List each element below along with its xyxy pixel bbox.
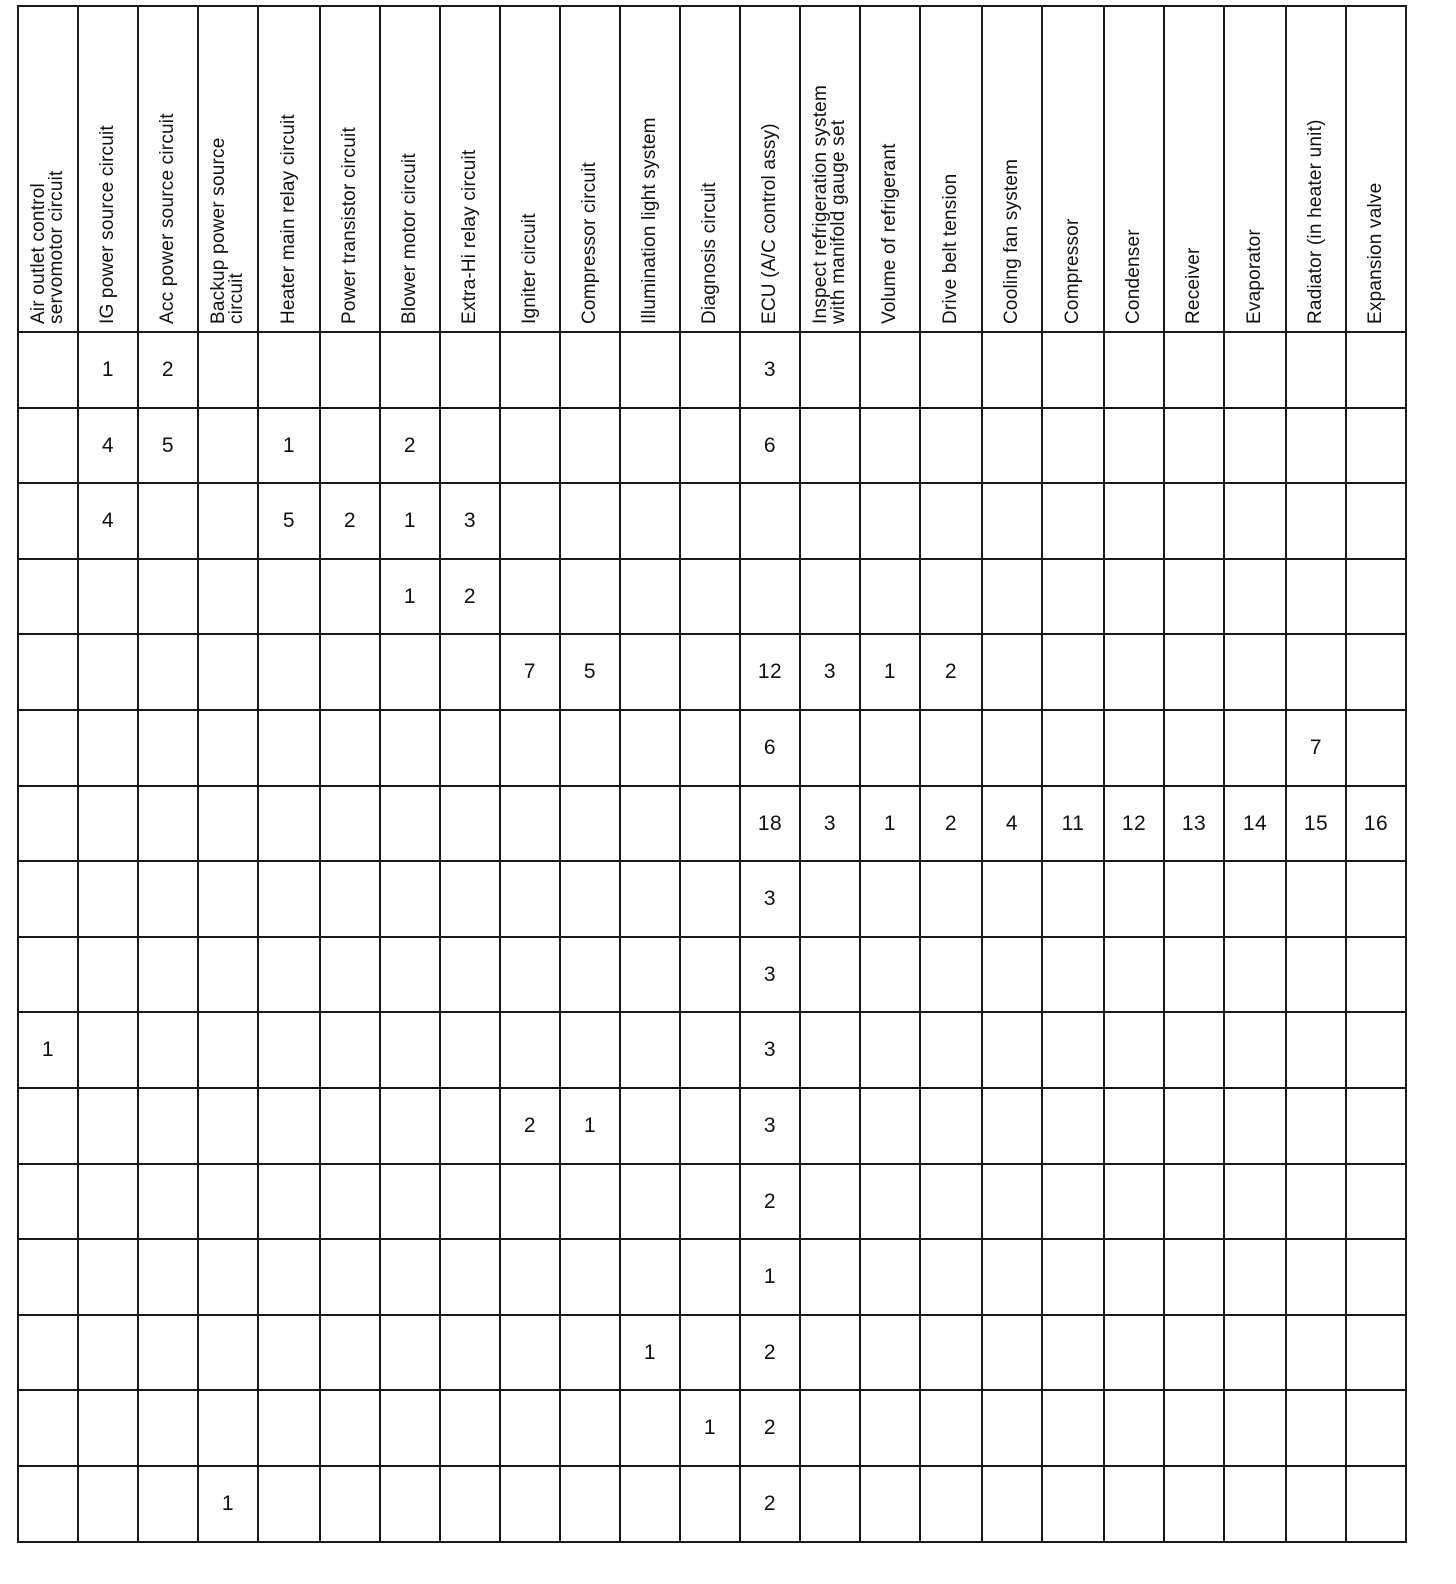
column-header-label: Radiator (in heater unit) xyxy=(1305,119,1326,324)
table-cell-value: 1 xyxy=(763,1265,777,1288)
table-cell-value: 4 xyxy=(101,433,115,457)
column-header xyxy=(258,6,320,332)
table-cell-value: 1 xyxy=(101,358,115,381)
column-header-label: Heater main relay circuit xyxy=(278,114,299,324)
column-header xyxy=(982,6,1042,332)
table-horizontal-rule xyxy=(17,709,1407,711)
column-header xyxy=(680,6,740,332)
column-header-label: Illumination light system xyxy=(639,117,660,324)
table-horizontal-rule xyxy=(17,558,1407,560)
column-header xyxy=(1286,6,1346,332)
column-header xyxy=(800,6,860,332)
table-cell-value: 5 xyxy=(161,433,175,457)
table-cell-value: 13 xyxy=(1181,811,1207,835)
column-header-label: Expansion valve xyxy=(1365,182,1386,324)
table-horizontal-rule xyxy=(17,633,1407,635)
table-cell-value: 2 xyxy=(763,1340,777,1364)
column-header-label: Backup power source circuit xyxy=(208,137,247,324)
column-header-label: Power transistor circuit xyxy=(339,127,360,324)
column-header xyxy=(620,6,680,332)
table-cell-value: 2 xyxy=(763,1416,777,1439)
table-horizontal-rule xyxy=(17,407,1407,409)
table-cell-value: 2 xyxy=(944,660,958,683)
table-cell-value: 3 xyxy=(763,358,777,381)
column-header-label: Condenser xyxy=(1123,229,1144,324)
column-header xyxy=(1346,6,1406,332)
table-cell-value: 2 xyxy=(463,584,477,608)
table-horizontal-rule xyxy=(17,1163,1407,1165)
table-cell-value: 3 xyxy=(823,660,837,683)
column-header xyxy=(78,6,138,332)
table-cell-value: 12 xyxy=(757,660,783,683)
column-header xyxy=(1164,6,1224,332)
table-horizontal-rule xyxy=(17,1541,1407,1543)
table-horizontal-rule xyxy=(17,482,1407,484)
table-cell-value: 1 xyxy=(403,509,417,532)
column-header xyxy=(500,6,560,332)
table-cell-value: 4 xyxy=(1005,811,1019,835)
column-header-label: Air outlet control servomotor circuit xyxy=(28,170,67,324)
table-cell-value: 2 xyxy=(763,1492,777,1515)
column-header-label: Compressor circuit xyxy=(579,162,600,324)
table-cell-value: 2 xyxy=(403,433,417,457)
table-cell-value: 3 xyxy=(763,887,777,910)
column-header xyxy=(380,6,440,332)
table-cell-value: 3 xyxy=(463,509,477,532)
table-cell-value: 12 xyxy=(1121,811,1147,835)
table-cell-value: 1 xyxy=(883,811,897,835)
table-cell-value: 4 xyxy=(101,509,115,532)
column-header-label: Cooling fan system xyxy=(1001,158,1022,324)
column-header xyxy=(440,6,500,332)
column-header-label: Inspect refrigeration system with manifold gauge set xyxy=(810,85,849,324)
table-cell-value: 1 xyxy=(403,584,417,608)
table-horizontal-rule xyxy=(17,1011,1407,1013)
column-header-label: Volume of refrigerant xyxy=(879,143,900,324)
table-horizontal-rule xyxy=(17,785,1407,787)
table-horizontal-rule xyxy=(17,860,1407,862)
table-cell-value: 5 xyxy=(583,660,597,683)
column-header xyxy=(18,6,78,332)
table-cell-value: 7 xyxy=(1309,736,1323,759)
column-header xyxy=(198,6,258,332)
table-cell-value: 18 xyxy=(757,811,783,835)
table-cell-value: 3 xyxy=(763,1114,777,1137)
column-header xyxy=(920,6,982,332)
column-header xyxy=(740,6,800,332)
column-header xyxy=(1104,6,1164,332)
column-header-label: Compressor xyxy=(1062,218,1083,324)
table-cell-value: 1 xyxy=(583,1114,597,1137)
table-cell-value: 7 xyxy=(523,660,537,683)
column-header-label: Receiver xyxy=(1183,247,1204,324)
table-cell-value: 3 xyxy=(823,811,837,835)
table-cell-value: 2 xyxy=(523,1114,537,1137)
table-cell-value: 3 xyxy=(763,1038,777,1061)
column-header-label: ECU (A/C control assy) xyxy=(759,123,780,324)
column-header-label: IG power source circuit xyxy=(97,125,118,324)
table-cell-value: 6 xyxy=(763,736,777,759)
column-header xyxy=(860,6,920,332)
column-header-label: Extra-Hi relay circuit xyxy=(459,149,480,324)
table-horizontal-rule xyxy=(17,936,1407,938)
table-horizontal-rule xyxy=(17,1314,1407,1316)
table-cell-value: 1 xyxy=(703,1416,717,1439)
column-header-label: Blower motor circuit xyxy=(399,153,420,324)
table-cell-value: 1 xyxy=(41,1038,55,1061)
column-header xyxy=(1042,6,1104,332)
column-header-label: Diagnosis circuit xyxy=(699,182,720,324)
column-header-label: Acc power source circuit xyxy=(157,113,178,324)
table-cell-value: 6 xyxy=(763,433,777,457)
table-cell-value: 3 xyxy=(763,962,777,986)
table-cell-value: 1 xyxy=(883,660,897,683)
table-cell-value: 14 xyxy=(1242,811,1268,835)
table-cell-value: 2 xyxy=(343,509,357,532)
table-cell-value: 2 xyxy=(944,811,958,835)
column-header xyxy=(320,6,380,332)
table-cell-value: 1 xyxy=(282,433,296,457)
table-horizontal-rule xyxy=(17,1389,1407,1391)
column-header-label: Igniter circuit xyxy=(519,213,540,324)
table-cell-value: 1 xyxy=(221,1492,235,1515)
table-cell-value: 2 xyxy=(763,1189,777,1213)
table-cell-value: 15 xyxy=(1303,811,1329,835)
table-cell-value: 11 xyxy=(1061,811,1085,835)
table-cell-value: 2 xyxy=(161,358,175,381)
table-horizontal-rule xyxy=(17,1087,1407,1089)
column-header xyxy=(1224,6,1286,332)
table-horizontal-rule xyxy=(17,1238,1407,1240)
column-header xyxy=(138,6,198,332)
table-cell-value: 5 xyxy=(282,509,296,532)
table-horizontal-rule xyxy=(17,1465,1407,1467)
table-cell-value: 1 xyxy=(643,1340,657,1364)
column-header-label: Evaporator xyxy=(1244,229,1265,324)
column-header xyxy=(560,6,620,332)
table-cell-value: 16 xyxy=(1363,811,1389,835)
column-header-label: Drive belt tension xyxy=(940,173,961,324)
